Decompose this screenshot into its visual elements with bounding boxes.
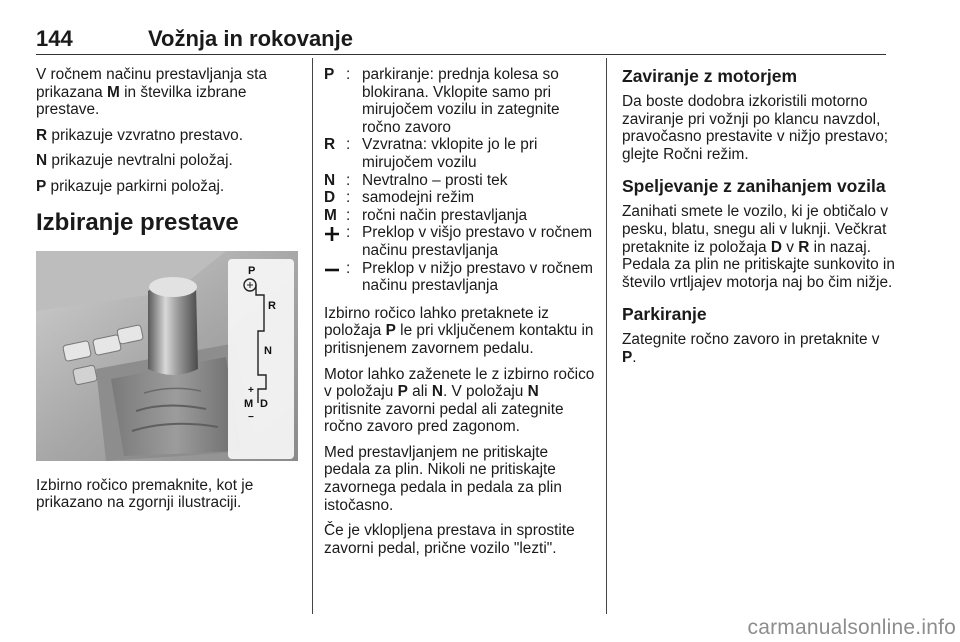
definition-text: samodejni režim <box>362 189 475 207</box>
gate-label-p: P <box>248 264 256 277</box>
definition-row <box>324 260 596 295</box>
engine-braking-text: Da boste dodobra izkoristili motorno zaviranje pri vožnji po klancu navzdol, pravočasno prestavite v nižjo prestavo; glejte Ročni režim. <box>622 93 889 163</box>
gate-label-n: N <box>264 344 272 357</box>
page-number: 144 <box>36 26 73 51</box>
park-note: P prikazuje parkirni položaj. <box>36 177 225 195</box>
heading-rocking: Speljevanje z zanihanjem vozila <box>622 176 886 197</box>
definition-colon: : <box>346 171 351 189</box>
heading-engine-braking: Zaviranje z motorjem <box>622 66 798 86</box>
definition-text: Preklop v nižjo prestavo v ročnem načinu prestavljanja <box>362 259 593 295</box>
definition-text: Nevtralno – prosti tek <box>362 171 508 189</box>
definition-colon: : <box>346 224 351 242</box>
heading-parking: Parkiranje <box>622 304 707 325</box>
gate-label-m: M <box>244 397 254 410</box>
column-middle <box>324 66 596 565</box>
definition-text: Vzvratna: vklopite jo le pri mirujočem vozilu <box>362 136 538 171</box>
gate-label-r: R <box>268 299 276 312</box>
column-divider-1 <box>312 58 313 614</box>
definition-row <box>324 224 596 259</box>
column-left <box>36 66 306 520</box>
definition-row <box>324 207 596 225</box>
definition-row <box>324 66 596 136</box>
gate-label-minus: − <box>248 411 254 423</box>
definition-row <box>324 189 596 207</box>
gear-position-definitions <box>324 66 596 295</box>
parking-text: Zategnite ročno zavoro in pretaknite v P. <box>622 331 880 366</box>
definition-key: R <box>324 136 336 154</box>
reverse-note: R prikazuje vzvratno prestavo. <box>36 126 244 144</box>
manual-mode-paragraph: V ročnem načinu prestavljanja sta prikazana M in številka izbrane prestave. <box>36 66 267 119</box>
gate-label-d: D <box>260 397 268 410</box>
column-right <box>622 66 897 375</box>
engine-start-paragraph: Motor lahko zaženete le z izbirno ročico v položaju P ali N. V položaju N pritisnite zavorni pedal ali zategnite ročno zavoro pred zagonom. <box>324 365 595 436</box>
gate-label-plus: + <box>248 384 254 396</box>
pedal-warning-paragraph: Med prestavljanjem ne pritiskajte pedala za plin. Nikoli ne pritiskajte zavornega pedala in pedala za plin istočasno. <box>324 443 562 514</box>
page-title: Vožnja in rokovanje <box>148 26 353 51</box>
page-header <box>36 26 886 55</box>
definition-row <box>324 172 596 190</box>
selector-move-paragraph: Izbirno ročico lahko pretaknete iz položaja P le pri vključenem kontaktu in pritisnjenem zavornem pedalu. <box>324 304 594 357</box>
gear-selector-illustration <box>36 251 298 461</box>
definition-colon: : <box>346 206 351 224</box>
column-divider-2 <box>606 58 607 614</box>
minus-icon <box>324 262 340 278</box>
rocking-text: Zanihati smete le vozilo, ki je obtičalo v pesku, blatu, snegu ali v luknji. Večkrat pretaknite iz položaja D v R in nazaj. Pedala za plin ne pritiskajte sunkovito in število vrtljajev motorja naj bo čim nižje. <box>622 203 895 291</box>
section-heading-gear-selection: Izbiranje prestave <box>36 208 239 236</box>
creep-paragraph: Če je vklopljena prestava in sprostite zavorni pedal, prične vozilo "lezti". <box>324 522 575 557</box>
definition-row <box>324 136 596 171</box>
definition-text: Preklop v višjo prestavo v ročnem načinu prestavljanja <box>362 224 593 259</box>
definition-colon: : <box>346 66 351 83</box>
illustration-caption: Izbirno ročico premaknite, kot je prikazano na zgornji ilustraciji. <box>36 476 254 512</box>
definition-key: M <box>324 206 337 224</box>
plus-icon <box>324 226 340 242</box>
definition-text: parkiranje: prednja kolesa so blokirana. Vklopite samo pri mirujočem vozilu in zategnite ročno zavoro <box>362 66 560 136</box>
definition-text: ročni način prestavljanja <box>362 206 528 224</box>
definition-colon: : <box>346 136 351 154</box>
definition-key: D <box>324 189 336 207</box>
definition-key: P <box>324 66 335 83</box>
neutral-note: N prikazuje nevtralni položaj. <box>36 152 233 170</box>
watermark: carmanualsonline.info <box>747 616 956 639</box>
definition-colon: : <box>346 259 351 277</box>
definition-colon: : <box>346 189 351 207</box>
definition-key: N <box>324 171 336 189</box>
